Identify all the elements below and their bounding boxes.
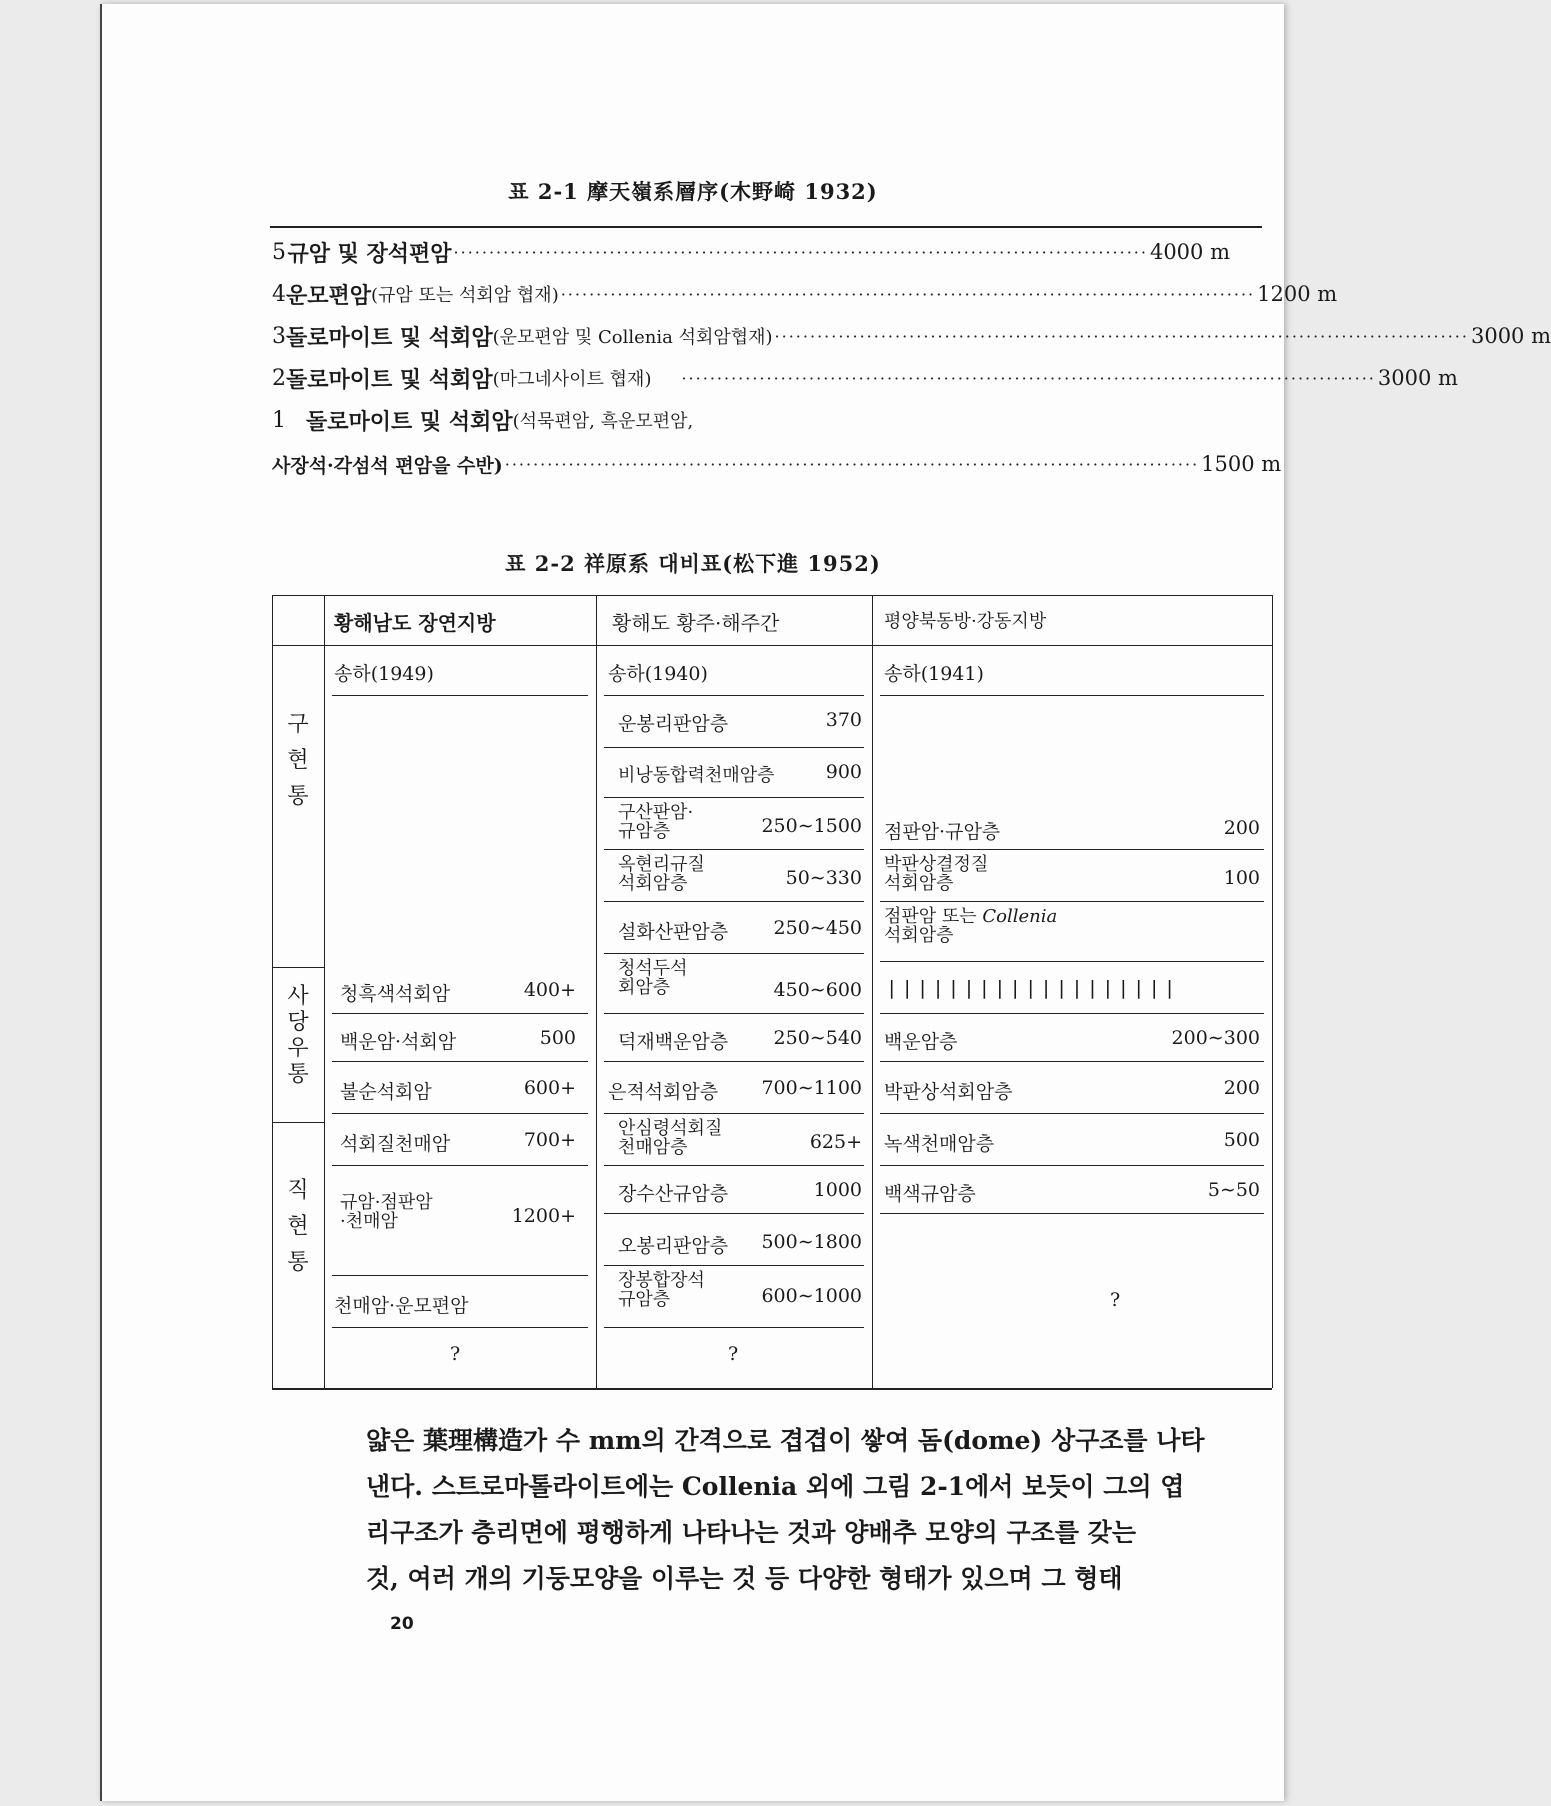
group-label: 구 현 통 [287,712,309,809]
col2-unit: 청석두석 회암층 [618,958,688,998]
thickness: 4000 m [1149,240,1230,264]
col3-thickness: 100 [1223,867,1260,889]
rock-note: (규암 또는 석회암 협재) [371,285,559,306]
body-line: 리구조가 층리면에 평행하게 나타나는 것과 양배추 모양의 구조를 갖는 [366,1518,1136,1547]
col1-thickness: 600+ [523,1077,576,1099]
rock-note: (석묵편암, 흑운모편암, [512,411,694,432]
col2-unit: 은적석회암층 [608,1081,719,1103]
col3-thickness: 5∼50 [1207,1179,1260,1201]
col1-thickness: 700+ [523,1129,576,1151]
row-number: 1 [272,407,286,433]
col2-thickness: 900 [825,761,862,783]
thickness: 3000 m [1470,324,1551,348]
col3-unit: 박판상석회암층 [884,1081,1013,1103]
col1-unit: 석회질천매암 [340,1133,451,1155]
col1-thickness: 1200+ [511,1205,576,1227]
leader-dots: ·································································································· [681,368,1376,388]
col2-unit: ? [728,1343,739,1365]
col1-unit: ? [450,1343,461,1365]
col2-unit: 오봉리판암층 [618,1235,729,1257]
col2-thickness: 250∼450 [773,917,862,939]
col2-unit: 옥현리규질 석회암층 [618,854,705,894]
col1-unit: 불순석회암 [340,1081,432,1103]
column-header: 평양북동방·강동지방 [884,611,1047,632]
table1-row [272,276,1338,312]
leader-dots: ·································································································· [504,454,1200,474]
document-page [100,4,1551,1801]
author-cell: 송하(1949) [334,663,434,685]
col2-thickness: 700∼1100 [761,1077,862,1099]
body-line: 것, 여러 개의 기둥모양을 이루는 것 등 다양한 형태가 있으며 그 형태 [366,1564,1123,1593]
table1-row [272,360,1458,396]
col1-unit: 청흑색석회암 [340,983,451,1005]
col3-thickness: 200 [1223,817,1260,839]
table1-top-rule [270,226,1262,228]
table1-row [272,402,1230,438]
leader-dots: ·································································································· [560,284,1256,304]
rock-name: 운모편암 [286,282,372,309]
row-number: 2 [272,365,286,391]
leader-dots: ·································································································· [453,242,1148,262]
body-line: 낸다. 스트로마톨라이트에는 Collenia 외에 그림 2-1에서 보듯이 그의 엽 [366,1472,1185,1501]
thickness: 1200 m [1257,282,1338,306]
col2-unit: 운봉리판암층 [618,713,729,735]
body-paragraph [366,1418,1246,1602]
correlation-table [272,595,1272,1388]
col2-unit: 설화산판암층 [618,921,729,943]
rock-name: 돌로마이트 및 석회암 [286,324,493,351]
col2-thickness: 500∼1800 [761,1231,862,1253]
thickness: 1500 m [1201,452,1282,476]
col3-unit: 박판상결정질 석회암층 [884,854,989,894]
page-number: 20 [390,1614,414,1634]
col2-unit: 덕재백운암층 [618,1031,729,1053]
rock-note: (운모편암 및 Collenia 석회암협재) [492,327,773,348]
group-label: 직 현 통 [287,1178,309,1275]
body-line: 얇은 葉理構造가 수 mm의 간격으로 겹겹이 쌓여 돔(dome) 상구조를 나타 [366,1426,1205,1455]
leader-dots: ·································································································· [774,326,1469,346]
row-number: 3 [272,323,286,349]
row-number: 4 [272,281,286,307]
col2-thickness: 370 [825,709,862,731]
col2-thickness: 50∼330 [785,867,862,889]
column-header: 황해남도 장연지방 [334,611,496,635]
col2-unit: 안심령석회질 천매암층 [618,1118,723,1158]
col2-unit: 장수산규암층 [618,1183,729,1205]
col3-unit: 백운암층 [884,1031,958,1053]
col1-thickness: 400+ [523,979,576,1001]
author-cell: 송하(1940) [608,663,708,685]
rock-name: 돌로마이트 및 석회암 [306,408,513,435]
col1-unit: 백운암·석회암 [340,1031,457,1053]
col1-thickness: 500 [539,1027,576,1049]
table1-row [272,446,1282,482]
col1-unit: 규암·점판암 ·천매암 [340,1192,433,1232]
col2-thickness: 1000 [813,1179,862,1201]
col3-thickness: 200∼300 [1171,1027,1260,1049]
col2-thickness: 250∼540 [773,1027,862,1049]
col1-unit: 천매암·운모편암 [334,1295,469,1317]
rock-name: 규암 및 장석편암 [287,240,452,267]
rock-note: 사장석·각섬석 편암을 수반) [272,454,503,477]
col2-thickness: 250∼1500 [761,815,862,837]
col2-thickness: 625+ [809,1131,862,1153]
col3-unit: 점판암 또는 Collenia 석회암층 [884,906,1058,946]
col3-thickness: 200 [1223,1077,1260,1099]
group-label: 사 당 우 통 [287,984,309,1087]
row-number: 5 [272,239,286,265]
col3-unit: 백색규암층 [884,1183,976,1205]
thickness: 3000 m [1377,366,1458,390]
table1-row [272,318,1551,354]
col3-unconformity: ||||||||||||||||||| [886,977,1180,999]
rock-name: 돌로마이트 및 석회암 [286,366,493,393]
table1-caption: 표 2-1 摩天嶺系層序(木野崎 1932) [508,179,878,204]
col2-thickness: 600∼1000 [761,1285,862,1307]
col2-unit: 구산판암· 규암층 [618,802,694,842]
column-header: 황해도 황주·해주간 [612,611,780,635]
col3-unit: 점판암·규암층 [884,821,1001,843]
col3-unit: 녹색천매암층 [884,1133,995,1155]
table2-caption: 표 2-2 祥原系 대비표(松下進 1952) [505,551,881,576]
col2-unit: 비낭동합력천매암층 [618,765,775,786]
rock-note: (마그네사이트 협재) [492,369,652,390]
col2-unit: 장봉합장석 규암층 [618,1270,705,1310]
col3-thickness: 500 [1223,1129,1260,1151]
col2-thickness: 450∼600 [773,979,862,1001]
col3-unit: ? [1110,1289,1121,1311]
table1-row [272,234,1230,270]
author-cell: 송하(1941) [884,663,984,685]
